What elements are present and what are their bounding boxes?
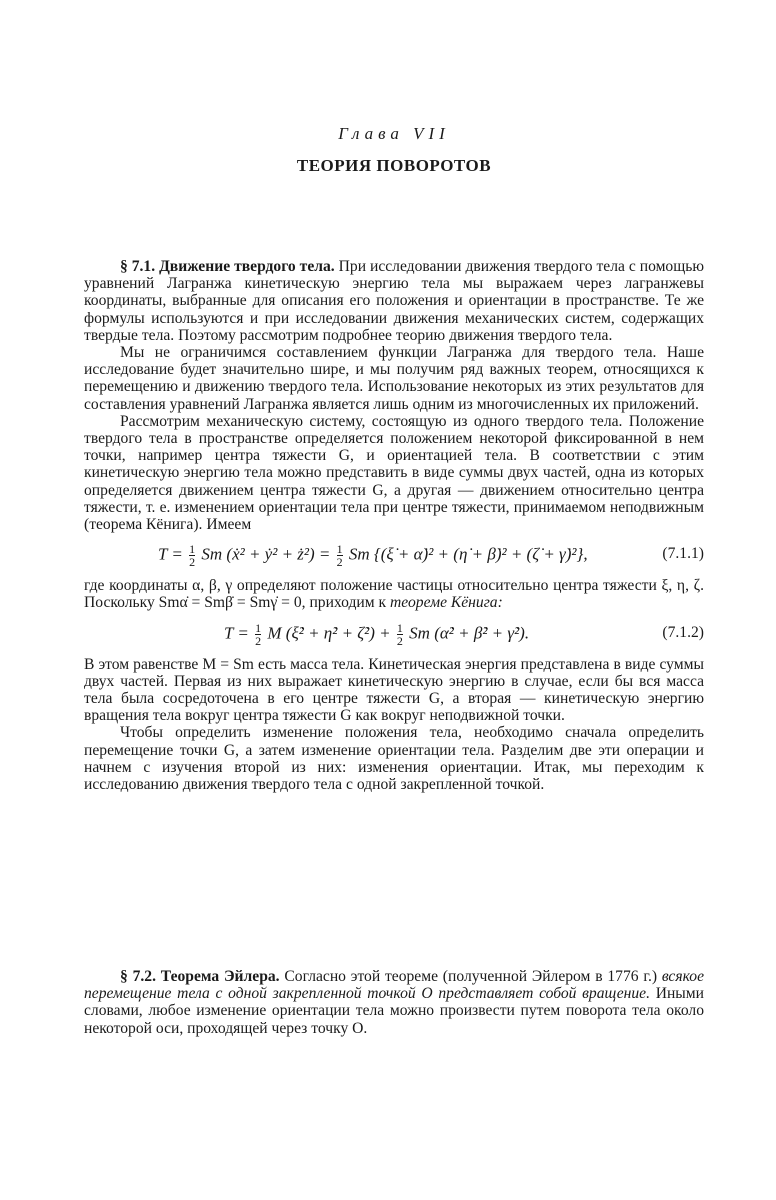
chapter-title: ТЕОРИЯ ПОВОРОТОВ	[296, 156, 492, 175]
fraction: $\frac{1}{2}$	[336, 542, 343, 570]
fraction: $\frac{1}{2}$	[189, 542, 196, 570]
section-7-2	[84, 968, 704, 1037]
paragraph: Чтобы определить изменение положения тела, необходимо сначала определить перемещение точки G, а затем изменение ориентации тела. Разделим две эти операции и начнем с изучения второй из них: изменения ориентации. Итак, мы переходим к исследованию движения твердого тела с одной закрепленной точкой.	[84, 724, 704, 794]
equation-formula: T = $\frac{1}{2}$ Sm (ẋ² + ẏ² + ż²) = $\frac{1}{2}$ Sm {(ξ̇ + α̇)² + (η̇ + β̇)² + (ζ̇ + γ̇)²},	[158, 542, 588, 570]
section-7-1	[84, 258, 704, 793]
paragraph: Мы не ограничимся составлением функции Лагранжа для твердого тела. Наше исследование будет значительно шире, и мы получим ряд важных теорем, относящихся к перемещению и движению твердого тела. Использование некоторых из этих результатов для составления уравнений Лагранжа является лишь одним из многочисленных их приложений.	[84, 344, 704, 413]
equation-formula: T = $\frac{1}{2}$ M (ξ̇² + η̇² + ζ̇²) + $\frac{1}{2}$ Sm (α̇² + β̇² + γ̇²).	[224, 620, 530, 648]
equation-7-1-1	[84, 533, 704, 577]
section-heading: § 7.1. Движение твердого тела.	[120, 258, 335, 275]
paragraph: § 7.2. Теорема Эйлера. Согласно этой теореме (полученной Эйлером в 1776 г.) всякое перемещение тела с одной закрепленной точкой O представляет собой вращение. Иными словами, любое изменение ориентации тела можно произвести путем поворота тела около некоторой оси, проходящей через точку O.	[84, 968, 704, 1037]
fraction: $\frac{1}{2}$	[255, 620, 262, 648]
paragraph: В этом равенстве M = Sm есть масса тела. Кинетическая энергия представлена в виде суммы двух частей. Первая из них выражает кинетическую энергию в случае, если бы вся масса тела была сосредоточена в его центре тяжести G, а вторая — кинетическую энергию вращения тела вокруг центра тяжести G как вокруг неподвижной точки.	[84, 655, 704, 725]
chapter-label: Глава VII	[338, 124, 450, 143]
equation-number: (7.1.2)	[662, 623, 704, 641]
paragraph: где координаты α, β, γ определяют положение частицы относительно центра тяжести ξ, η, ζ. Поскольку Smα̇ = Smβ̇ = Smγ̇ = 0, приходим к теореме Кёнига:	[84, 577, 704, 612]
paragraph: Рассмотрим механическую систему, состоящую из одного твердого тела. Положение твердого тела в пространстве определяется положением некоторой фиксированной в нем точки, например центра тяжести G, и ориентацией тела. В соответствии с этим кинетическую энергию тела можно представить в виде суммы двух частей, одна из которых определяется движением центра тяжести G, а другая — движением относительно центра тяжести, т. е. изменением ориентации тела при центре тяжести, принимаемом неподвижным (теорема Кёнига). Имеем	[84, 412, 704, 534]
equation-7-1-2	[84, 612, 704, 656]
fraction: $\frac{1}{2}$	[396, 620, 403, 648]
section-heading: § 7.2. Теорема Эйлера.	[120, 968, 280, 985]
equation-number: (7.1.1)	[662, 545, 704, 563]
paragraph: § 7.1. Движение твердого тела. При исследовании движения твердого тела с помощью уравнений Лагранжа кинетическую энергию тела мы выражаем через лагранжевы координаты, выбранные для описания его положения и ориентации в пространстве. Те же формулы используются и при исследовании движения механических систем, содержащих твердые тела. Поэтому рассмотрим подробнее теорию движения твердого тела.	[84, 258, 705, 344]
